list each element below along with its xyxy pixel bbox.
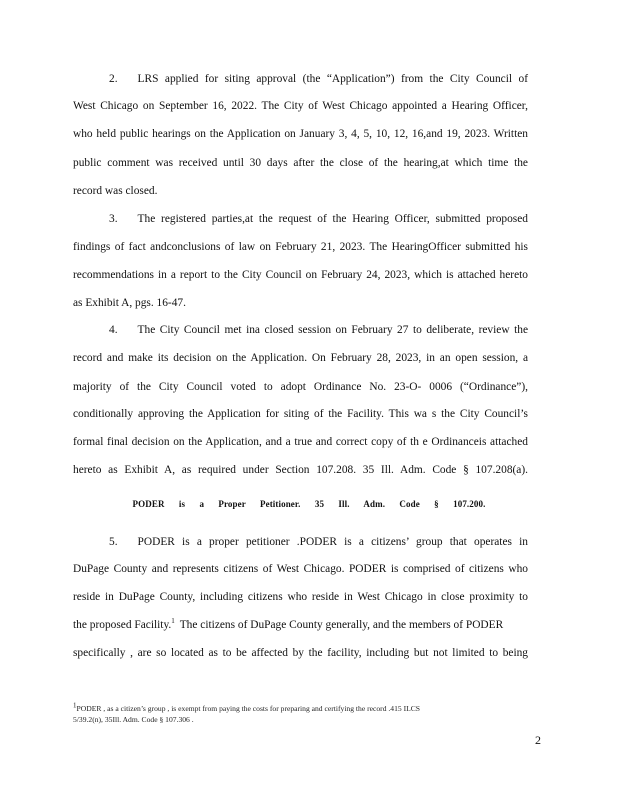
- section-heading: PODER is a Proper Petitioner. 35 Ill. Adm. Code § 107.200.: [132, 499, 486, 509]
- paragraph-2-line-1: [109, 72, 528, 86]
- paragraph-2-line-4-text: public comment was received until 30 days after the close of the hearing,at which time the: [73, 157, 528, 169]
- paragraph-3-line-1: [109, 212, 528, 226]
- paragraph-2-line-5-text: record was closed.: [73, 185, 158, 197]
- paragraph-4-line-4-text: conditionally approving the Application for siting of the Facility. This wa s the City Council’s: [73, 408, 528, 420]
- paragraph-5-line-5: [73, 646, 528, 660]
- paragraph-4-line-2: [73, 351, 528, 365]
- paragraph-5-line-5-text: specifically , are so located as to be affected by the facility, including but not limited to being: [73, 647, 528, 659]
- paragraph-5-line-3: [73, 590, 528, 604]
- paragraph-3-line-2: [73, 240, 528, 254]
- paragraph-4-line-5: [73, 435, 528, 449]
- paragraph-4-line-5-text: formal final decision on the Application, and a true and correct copy of th e Ordinanceis attached: [73, 436, 528, 448]
- paragraph-5-line-4: [73, 618, 528, 632]
- paragraph-5-line-4-start: the proposed Facility.: [73, 619, 172, 631]
- paragraph-2-line-3-text: who held public hearings on the Application on January 3, 4, 5, 10, 12, 16,and 19, 2023. Written: [73, 128, 528, 140]
- paragraph-5-number: 5.: [109, 536, 118, 548]
- paragraph-3-line-2-text: findings of fact andconclusions of law on February 21, 2023. The HearingOfficer submitted his: [73, 241, 528, 253]
- paragraph-5-line-1-text: PODER is a proper petitioner .PODER is a citizens’ group that operates in: [137, 536, 528, 548]
- footnote-line-2-text: 5/39.2(n), 35Ill. Adm. Code § 107.306 .: [73, 715, 194, 724]
- paragraph-3-line-4: [73, 296, 528, 310]
- footnote-line-2: [73, 714, 533, 725]
- paragraph-4-line-4: [73, 407, 528, 421]
- page-number: 2: [535, 733, 541, 747]
- paragraph-3-line-1-text: The registered parties,at the request of the Hearing Officer, submitted proposed: [137, 213, 528, 225]
- paragraph-3-line-4-text: as Exhibit A, pgs. 16-47.: [73, 297, 186, 309]
- footnote-line-1: [73, 703, 533, 714]
- footnote-marker: 1: [73, 701, 77, 710]
- paragraph-5-line-2-text: DuPage County and represents citizens of West Chicago. PODER is comprised of citizens who: [73, 563, 528, 575]
- paragraph-4-line-6: [73, 463, 528, 477]
- paragraph-2-line-3: [73, 127, 528, 141]
- paragraph-2-line-2-text: West Chicago on September 16, 2022. The City of West Chicago appointed a Hearing Officer,: [73, 100, 528, 112]
- paragraph-3-line-3-text: recommendations in a report to the City Council on February 24, 2023, which is attached hereto: [73, 269, 528, 281]
- footnote: [73, 703, 533, 725]
- paragraph-4-line-1: [109, 323, 528, 337]
- paragraph-3-line-3: [73, 268, 528, 282]
- paragraph-3-number: 3.: [109, 213, 118, 225]
- paragraph-4-number: 4.: [109, 324, 118, 336]
- paragraph-5-line-3-text: reside in DuPage County, including citizens who reside in West Chicago in close proximity to: [73, 591, 528, 603]
- paragraph-2-line-1-text: LRS applied for siting approval (the “Application”) from the City Council of: [137, 73, 528, 85]
- paragraph-2-line-2: [73, 99, 528, 113]
- footnote-line-1-body: PODER , as a citizen’s group , is exempt from paying the costs for preparing and certifying the record .415 ILCS: [76, 704, 421, 713]
- footnote-line-1-text: [73, 703, 420, 714]
- paragraph-5-line-2: [73, 562, 528, 576]
- paragraph-5-line-4-rest: The citizens of DuPage County generally, and the members of PODER: [179, 619, 504, 631]
- paragraph-2-line-5: [73, 184, 528, 198]
- paragraph-4-line-3: [73, 380, 528, 394]
- paragraph-5-line-4-text: [73, 618, 503, 632]
- paragraph-5-line-1: [109, 535, 528, 549]
- paragraph-4-line-6-text: hereto as Exhibit A, as required under Section 107.208. 35 Ill. Adm. Code § 107.208(a).: [73, 464, 528, 476]
- paragraph-4-line-3-text: majority of the City Council voted to adopt Ordinance No. 23-O- 0006 (“Ordinance”),: [73, 381, 528, 393]
- paragraph-4-line-2-text: record and make its decision on the Application. On February 28, 2023, in an open session, a: [73, 352, 528, 364]
- paragraph-2-line-4: [73, 156, 528, 170]
- footnote-reference[interactable]: 1: [171, 617, 175, 626]
- paragraph-2-number: 2.: [109, 73, 118, 85]
- paragraph-4-line-1-text: The City Council met ina closed session on February 27 to deliberate, review the: [137, 324, 528, 336]
